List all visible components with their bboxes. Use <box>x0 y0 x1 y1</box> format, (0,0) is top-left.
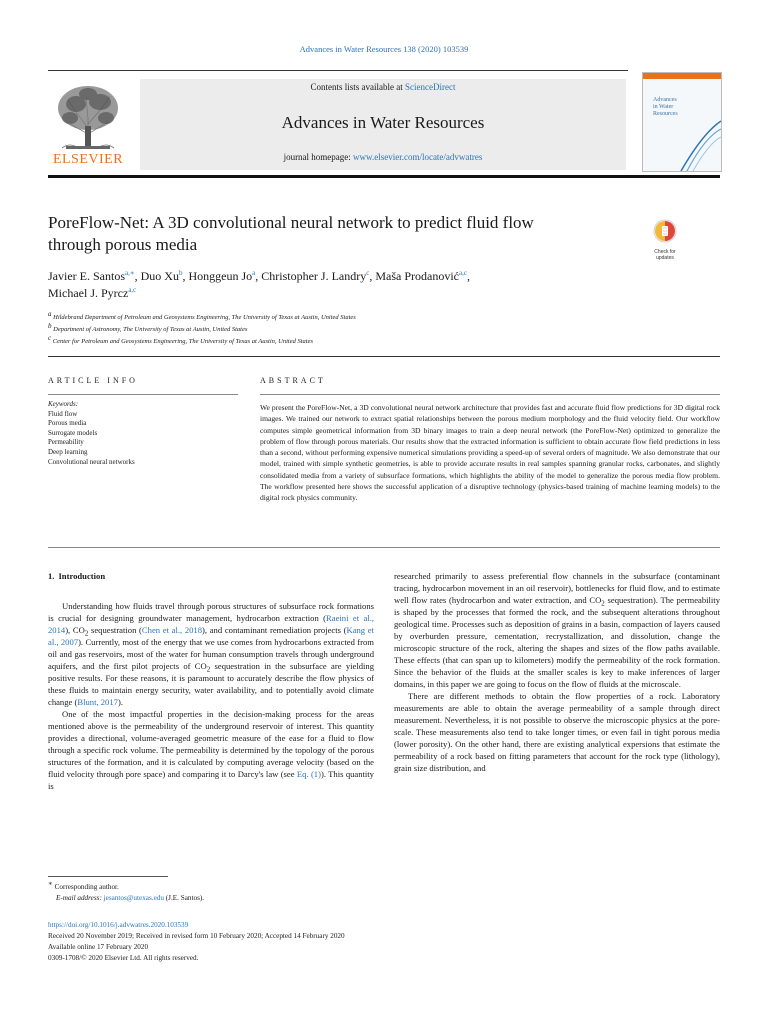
corresponding-author-note <box>48 879 428 893</box>
keyword-item: Convolutional neural networks <box>48 457 135 466</box>
body-text: One of the most impactful properties in the decision-making process for the areas mentioned above is the permeability of the underground reservoir of interest. This quantity provides a directional, volume-averaged geometric measure of the ease for a fluid to flow through a specific rock volume. The permeability is determined by the topology of the porous structures of the formation, and it is calculated by computing average velocity (based on the fluid velocity through pore space) and comparing it to Darcy's law (see <box>48 709 374 779</box>
affiliation-mark: c <box>48 333 52 342</box>
intro-heading <box>48 570 374 582</box>
author-affil-mark[interactable]: a,c <box>459 269 467 277</box>
sciencedirect-link[interactable]: ScienceDirect <box>405 82 456 92</box>
contents-line <box>140 82 626 92</box>
header-divider-top <box>48 70 628 71</box>
body-column-right <box>394 570 720 774</box>
author-affil-mark[interactable]: a,∗ <box>125 269 135 277</box>
homepage-label: journal homepage: <box>283 152 354 162</box>
keyword-item: Surrogate models <box>48 428 98 437</box>
keyword-item: Deep learning <box>48 447 88 456</box>
abstract-text: We present the PoreFlow-Net, a 3D convolutional neural network architecture that provides fast and accurate fluid flow predictions for 3D digital rock images. We trained our network to extract spatial relationships between the porous medium morphology and the fluid velocity field. Our workflow computes simple geometrical information from 3D binary images to train a deep neural network (the PoreFlow-Net) optimized to generalize the problem of flow through porous materials. Our results show that the extracted information is sufficient to obtain accurate flow field predictions in less than a second, without performing expensive numerical simulations providing a speed-up of several orders of magnitude. We also demonstrate that our model, trained with simple synthetic geometries, is able to provide accurate results in real samples spanning granular rocks, carbonates, and slightly consolidated media from a variety of subsurface formations, which highlights the ability of the model to generalize the porous media flow problem. The workflow presented here shows the successful application of a disruptive technology (physics-based training of machine learning models) to the digital rock physics community. <box>260 403 720 503</box>
body-text: sequestration). The permeability is shaped by the processes that formed the rock, and the subsequent alterations throughout geological time. Processes such as deposition of grains in a basin, compaction of layers caused by overburden pressure, cementation, recrystallization, and dissolution, change the microscopic structure of the rock, altering the shapes and sizes of the flow paths available. These effects (that can span up to kilometers) modify the permeability of the rock formation. Since the behavior of the fluids at the smaller scales is key to make inferences of larger domains, in this paper we are going to focus on the flow of fluids at the microscale. <box>394 595 720 689</box>
body-text: ). Currently, most of the energy that we use comes from hydrocarbons extracted from oil and gas reservoirs, most of the water for human consumption travels through underground aquifers, and the first pilot projects of CO <box>48 637 374 671</box>
email-note <box>48 893 428 904</box>
author-name[interactable]: Maša Prodanović <box>375 269 459 283</box>
cover-wave-graphic <box>643 73 721 171</box>
email-label: E-mail address: <box>56 894 104 902</box>
intro-heading-text: Introduction <box>58 571 106 581</box>
intro-paragraph-2 <box>48 708 374 792</box>
paper-title-line: through porous media <box>48 235 198 254</box>
journal-cover-thumbnail[interactable] <box>642 72 722 172</box>
affiliation-text: Department of Astronomy, The University of Texas at Austin, United States <box>53 326 248 333</box>
author-name[interactable]: Duo Xu <box>140 269 179 283</box>
subscript: 2 <box>601 599 605 608</box>
contents-prefix: Contents lists available at <box>310 82 405 92</box>
abstract-heading: ABSTRACT <box>260 376 326 385</box>
author-affil-mark[interactable]: a <box>252 269 256 277</box>
section-divider <box>48 356 720 357</box>
check-for-updates-icon <box>650 218 680 244</box>
footnote-mark: ∗ <box>48 879 53 888</box>
affiliation-item <box>48 333 708 348</box>
footnote <box>48 879 428 904</box>
body-text: sequestration in the subsurface are yielding positive results. For these reasons, it is paramount to accurately describe the flow physics of these fluids to maintain energy security, water availability, and to potentially avoid climate change ( <box>48 661 374 707</box>
author-affil-mark[interactable]: c <box>366 269 370 277</box>
author-name[interactable]: Michael J. Pyrcz <box>48 286 129 300</box>
email-link[interactable]: jesantos@utexas.edu <box>103 894 164 902</box>
body-text: ), and contaminant remediation projects ( <box>202 625 347 635</box>
affiliation-item <box>48 321 708 336</box>
cover-line: Resources <box>653 111 678 117</box>
article-info-heading: ARTICLE INFO <box>48 376 138 385</box>
abstract-divider <box>260 394 720 395</box>
author-list: Javier E. Santos$^{a,∗}$, Duo Xu$^b$, Honggeun Jo$^a$, Christopher J. Landry$^c$, Maša Prodanović$^{a,c}$, Michael J. Pyrcz$^{a,c}$ <box>48 269 470 300</box>
body-text: ). <box>117 697 123 707</box>
affiliations <box>48 309 708 348</box>
received-dates: Received 20 November 2019; Received in revised form 10 February 2020; Accepted 14 February 2020 <box>48 932 345 940</box>
equation-link[interactable]: Eq. (1) <box>296 769 321 779</box>
affiliation-mark: a <box>48 309 52 318</box>
homepage-link[interactable]: www.elsevier.com/locate/advwatres <box>353 152 483 162</box>
copyright: 0309-1708/© 2020 Elsevier Ltd. All rights reserved. <box>48 954 199 962</box>
keyword-item: Permeability <box>48 438 84 447</box>
cover-title <box>653 97 678 118</box>
cover-line: Advances <box>653 97 677 103</box>
affiliation-text: Hildebrand Department of Petroleum and Geosystems Engineering, The University of Texas at Austin, United States <box>53 314 356 321</box>
email-owner: (J.E. Santos). <box>163 894 205 902</box>
citation-link[interactable]: Blunt, 2017 <box>77 697 118 707</box>
journal-title: Advances in Water Resources <box>281 113 485 132</box>
cover-line: in Water <box>653 104 674 110</box>
subscript: 2 <box>206 665 211 674</box>
keyword-item: Fluid flow <box>48 409 78 418</box>
body-text: ). This quantity is <box>48 769 374 791</box>
badge-label: Check for updates <box>654 249 676 261</box>
author-name[interactable]: Christopher J. Landry <box>261 269 367 283</box>
intro-paragraph-3: There are different methods to obtain the flow properties of a rock. Laboratory measurements are able to obtain the average permeability of a sample through direct measurement. Nevertheless, it is not possible to observe the microscopic physics at the pore-scale. These measurements also tend to take longer times, or even fail in tight porous media (lower porosity). On the other hand, there are existing analytical expersions that estimate the permeability of a rock based on fitting parameters that account for the rock type (lithology), grain size distribution, and <box>394 691 720 773</box>
intro-heading-number: 1. <box>48 571 55 581</box>
citation-link[interactable]: Kang et al., 2007 <box>48 625 374 647</box>
keyword-item: Porous media <box>48 419 87 428</box>
author-name[interactable]: Javier E. Santos <box>48 269 125 283</box>
author-affil-mark[interactable]: b <box>178 269 183 277</box>
footnote-divider <box>48 876 168 877</box>
citation-link[interactable]: Chen et al., 2018 <box>141 625 203 635</box>
body-text: ), CO <box>65 625 85 635</box>
header-divider-bottom <box>48 175 720 178</box>
abstract-end-divider <box>48 547 720 548</box>
citation-link[interactable]: Raeini et al., 2014 <box>48 613 374 635</box>
journal-homepage <box>140 152 626 162</box>
body-text: sequestration ( <box>88 625 142 635</box>
affiliation-mark: b <box>48 321 52 330</box>
author-affil-mark[interactable]: a,c <box>128 286 137 294</box>
keywords-block <box>48 400 238 467</box>
paper-title <box>48 212 628 256</box>
body-column-left <box>48 570 374 792</box>
article-footer <box>48 920 548 964</box>
intro-paragraph-1 <box>48 600 374 708</box>
affiliation-text: Center for Petroleum and Geosystems Engineering, The University of Texas at Austin, United States <box>52 338 314 345</box>
intro-paragraph-continued <box>394 570 720 690</box>
body-text: researched primarily to assess preferential flow channels in the subsurface (contaminant tracing, hydrocarbon movement in an oil reservoir), bottlenecks for fluid flow, and to estimate well flow rates (hydrocarbon and water extraction, and CO <box>394 571 720 605</box>
keywords-label: Keywords: <box>48 400 79 408</box>
author-name[interactable]: Honggeun Jo <box>188 269 253 283</box>
body-text: Understanding how fluids travel through porous structures of subsurface rock formations is crucial for designing groundwater management, hydrocarbon extraction ( <box>48 601 374 623</box>
subscript: 2 <box>84 629 89 638</box>
footnote-text: Corresponding author. <box>54 883 119 891</box>
affiliation-item <box>48 309 708 324</box>
online-date: Available online 17 February 2020 <box>48 943 149 951</box>
paper-title-line: PoreFlow-Net: A 3D convolutional neural network to predict fluid flow <box>48 213 534 232</box>
doi-link[interactable]: https://doi.org/10.1016/j.advwatres.2020.103539 <box>48 921 189 929</box>
elsevier-wordmark: ELSEVIER <box>52 152 124 167</box>
article-info-divider <box>48 394 238 395</box>
journal-citation[interactable]: Advances in Water Resources 138 (2020) 103539 <box>299 44 469 54</box>
check-for-updates-badge[interactable] <box>650 218 680 261</box>
